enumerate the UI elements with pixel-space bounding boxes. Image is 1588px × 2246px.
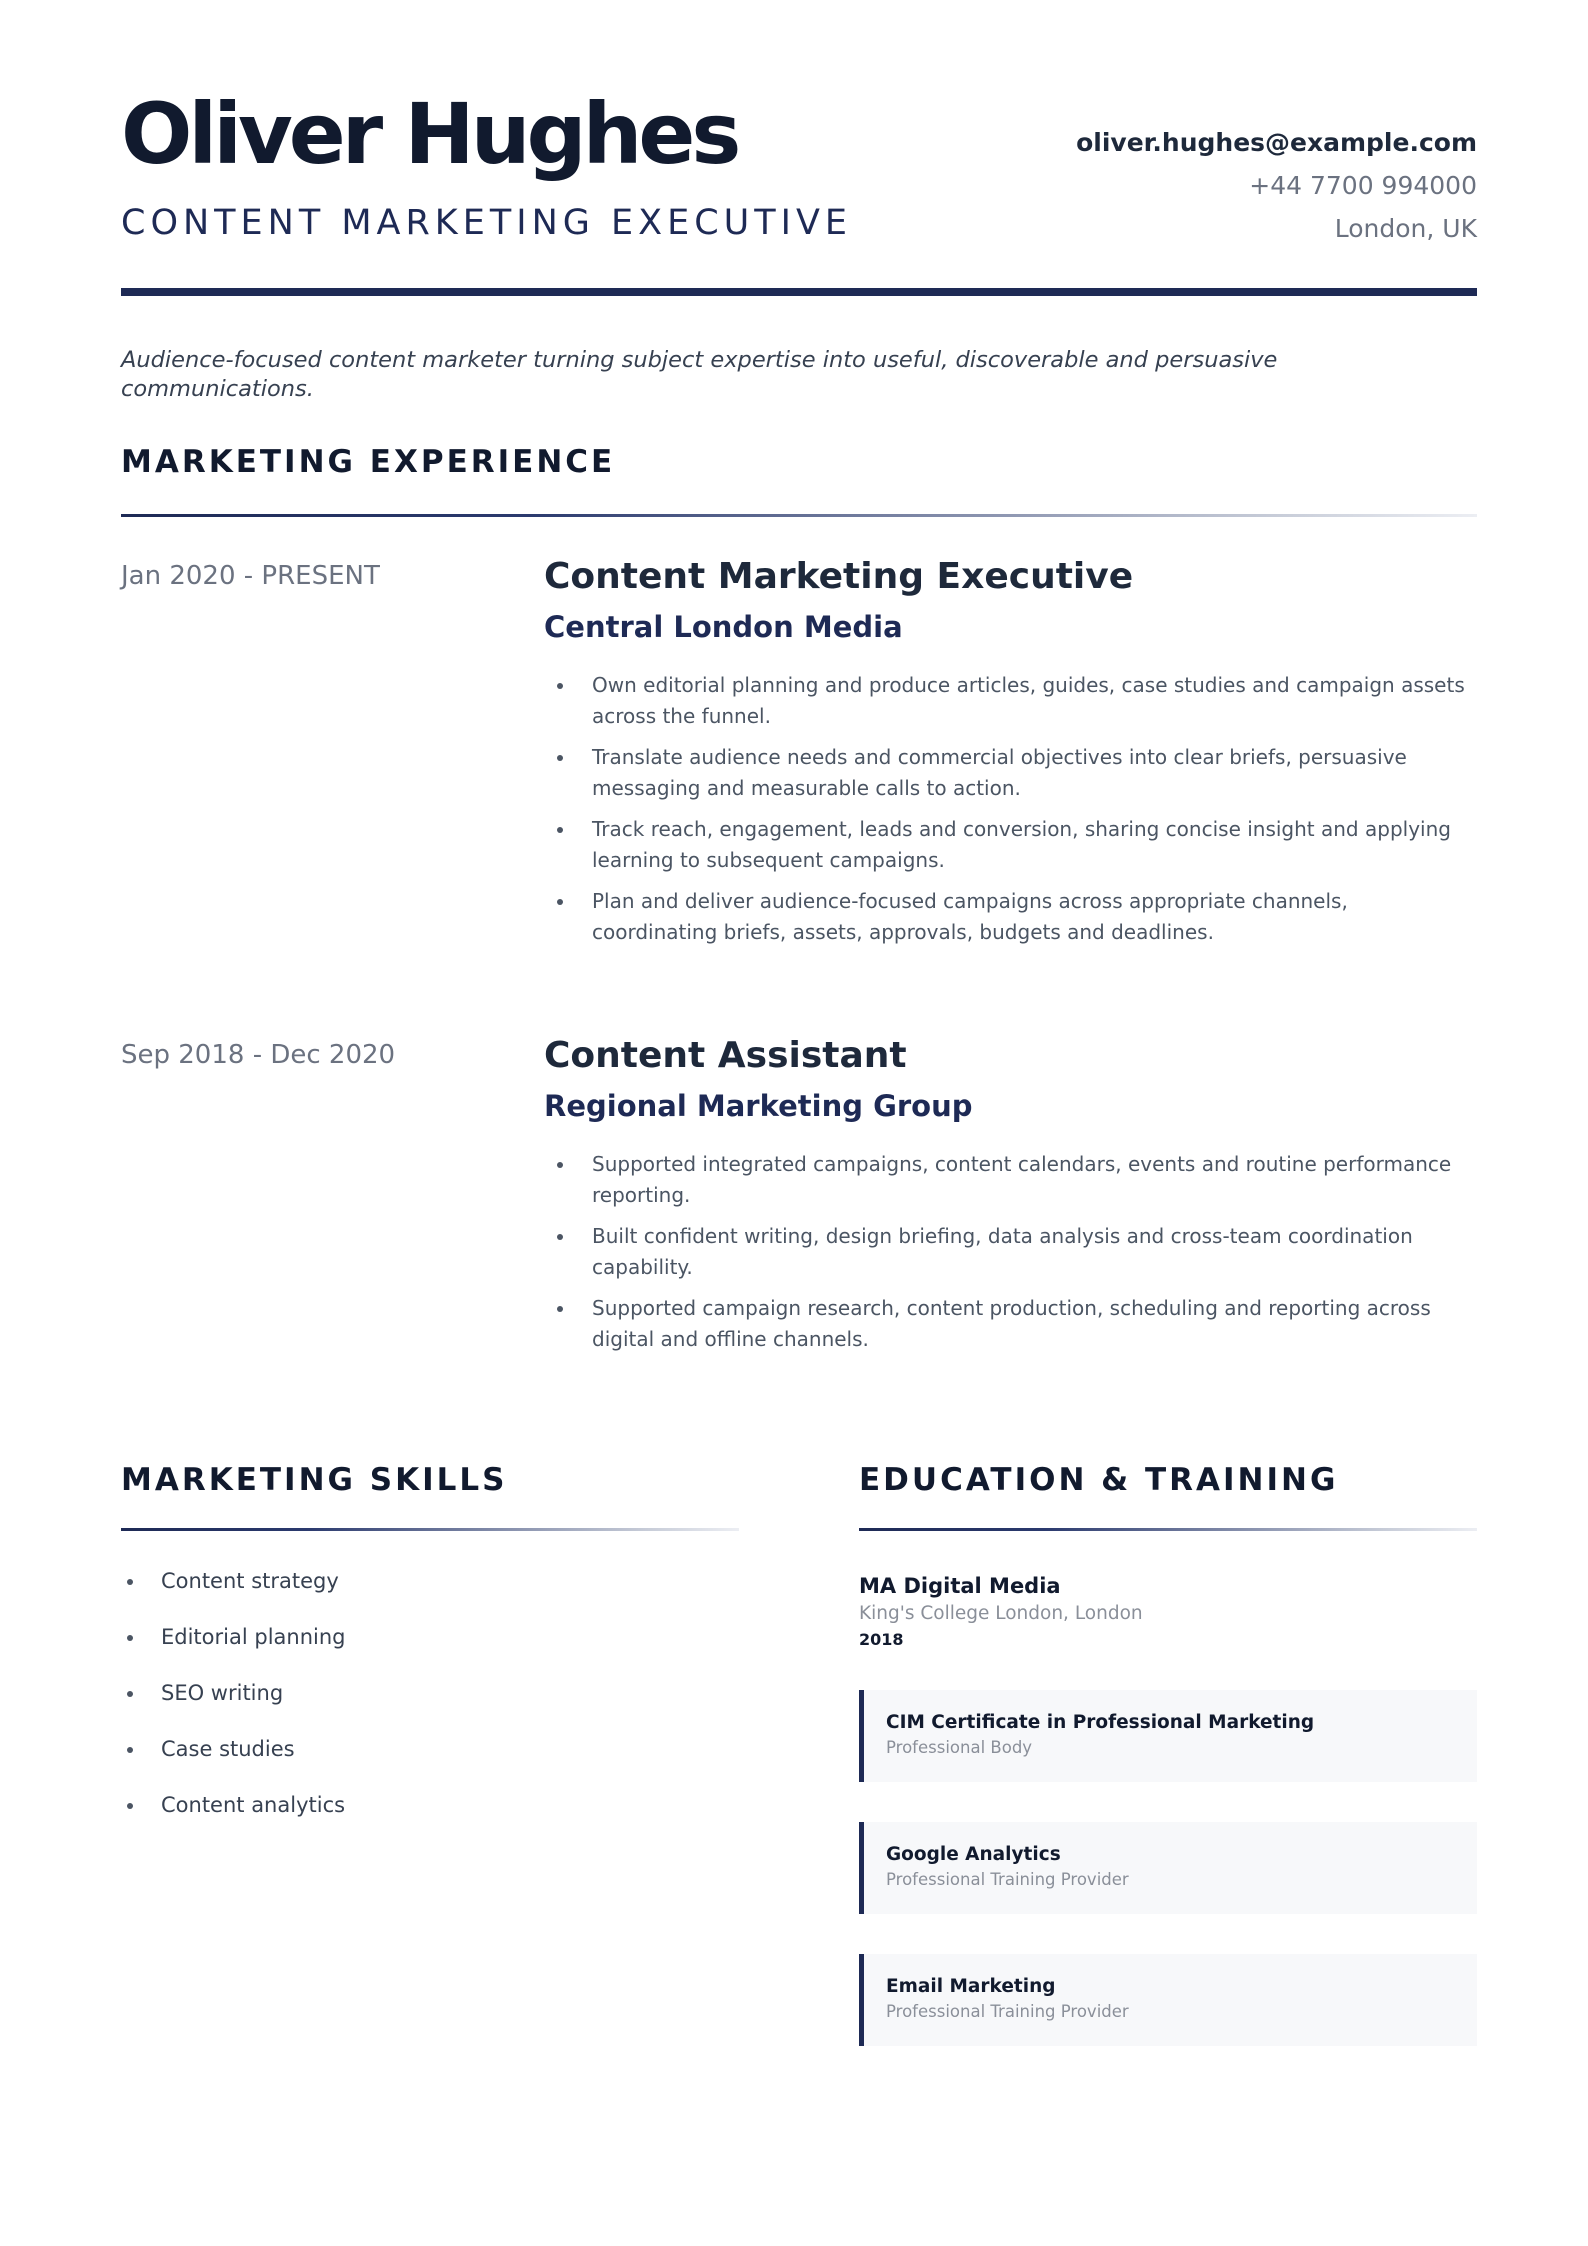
job-bullet-list: [544, 670, 1477, 947]
job-dates: Sep 2018 - Dec 2020: [121, 1040, 396, 1070]
degree-entry: [859, 1576, 1477, 1648]
skills-divider: [121, 1528, 739, 1531]
degree-title: MA Digital Media: [859, 1574, 1061, 1598]
skills-heading: MARKETING SKILLS: [121, 1462, 508, 1498]
degree-year: 2018: [859, 1629, 904, 1649]
job-dates: Jan 2020 - PRESENT: [121, 561, 380, 591]
education-divider: [859, 1528, 1477, 1531]
contact-email[interactable]: oliver.hughes@example.com: [1076, 128, 1477, 157]
certification-card: [859, 1690, 1477, 1782]
job-company: Central London Media: [544, 610, 903, 644]
skill-item: Content analytics: [121, 1795, 739, 1816]
job-title: Content Assistant: [544, 1035, 907, 1076]
skill-item: Editorial planning: [121, 1627, 739, 1648]
certification-title: Email Marketing: [886, 1975, 1056, 1997]
experience-divider: [121, 514, 1477, 517]
job-bullet: Own editorial planning and produce articles, guides, case studies and campaign assets across the funnel.: [544, 670, 1477, 731]
certification-card: [859, 1822, 1477, 1914]
candidate-name: Oliver Hughes: [121, 85, 738, 183]
certification-title: CIM Certificate in Professional Marketing: [886, 1711, 1315, 1733]
experience-section: [121, 444, 1477, 517]
skill-item: Case studies: [121, 1739, 739, 1760]
job-bullet: Built confident writing, design briefing, data analysis and cross-team coordination capability.: [544, 1221, 1477, 1282]
resume-page: [121, 0, 1477, 2021]
skills-list: [121, 1571, 739, 1816]
job-details: [544, 1035, 1477, 1365]
skills-section: [121, 1462, 739, 1851]
contact-phone: +44 7700 994000: [1249, 171, 1477, 200]
certification-provider: Professional Body: [886, 1738, 1033, 1757]
skill-item: SEO writing: [121, 1683, 739, 1704]
candidate-role: CONTENT MARKETING EXECUTIVE: [121, 203, 853, 243]
experience-heading: MARKETING EXPERIENCE: [121, 444, 616, 480]
resume-header: [121, 0, 1477, 296]
job-bullet: Track reach, engagement, leads and conversion, sharing concise insight and applying learning to subsequent campaigns.: [544, 814, 1477, 875]
job-bullet: Translate audience needs and commercial objectives into clear briefs, persuasive messaging and measurable calls to action.: [544, 742, 1477, 803]
certification-provider: Professional Training Provider: [886, 1870, 1129, 1889]
certification-title: Google Analytics: [886, 1843, 1061, 1865]
profile-summary: Audience-focused content marketer turning subject expertise into useful, discoverable and persuasive communications.: [121, 347, 1278, 403]
job-company: Regional Marketing Group: [544, 1089, 973, 1123]
contact-block: [1076, 130, 1477, 259]
certification-card: [859, 1954, 1477, 2046]
job-bullet: Supported integrated campaigns, content calendars, events and routine performance reporting.: [544, 1149, 1477, 1210]
job-bullet: Supported campaign research, content production, scheduling and reporting across digital and offline channels.: [544, 1293, 1477, 1354]
job-bullet: Plan and deliver audience-focused campaigns across appropriate channels, coordinating briefs, assets, approvals, budgets and deadlines.: [544, 886, 1477, 947]
header-divider: [121, 288, 1477, 296]
job-title: Content Marketing Executive: [544, 556, 1134, 597]
education-section: [859, 1462, 1477, 2046]
skill-item: Content strategy: [121, 1571, 739, 1592]
certification-provider: Professional Training Provider: [886, 2002, 1129, 2021]
degree-institution: King's College London, London: [859, 1603, 1143, 1624]
job-details: [544, 556, 1477, 958]
job-bullet-list: [544, 1149, 1477, 1354]
education-heading: EDUCATION & TRAINING: [859, 1462, 1339, 1498]
contact-location: London, UK: [1334, 214, 1477, 243]
